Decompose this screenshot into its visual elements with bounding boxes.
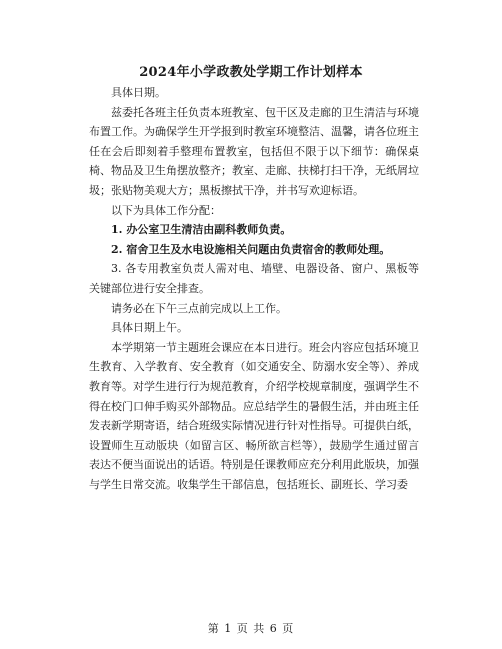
- list-item: 1. 办公室卫生清洁由副科教师负责。: [111, 223, 292, 237]
- paragraph: 本学期第一节主题班会课应在本日进行。班会内容应包括环境卫生教育、入学教育、安全教育（如交通安全、防溺水安全等）、养成教育等。对学生进行行为规范教育，介绍学校规章制度，强调学生不得在校门口伸手购买外部物品。应总结学生的暑假生活，并由班主任发表新学期寄语，结合班级实际情况进行针对性指导。可提供白纸，设置师生互动版块（如留言区、畅所欲言栏等），鼓励学生通过留言表达不便当面说出的话语。特别是任课教师应充分利用此版块，加强与学生日常交流。收集学生干部信息，包括班长、副班长、学习委: [89, 340, 419, 491]
- paragraph: 以下为具体工作分配：: [111, 203, 221, 217]
- paragraph: 兹委托各班主任负责本班教室、包干区及走廊的卫生清洁与环境布置工作。为确保学生开学报到时教室环境整洁、温馨，请各位班主任在会后即刻着手整理布置教室，包括但不限于以下细节：确保桌椅、物品及卫生角摆放整齐；教室、走廊、扶梯打扫干净，无纸屑垃圾；张贴物美观大方；黑板擦拭干净，并书写欢迎标语。: [89, 105, 419, 197]
- page-number: 第 1 页 共 6 页: [207, 622, 295, 635]
- document-body: [89, 83, 419, 494]
- list-item: 3. 各专用教室负责人需对电、墙壁、电器设备、窗户、黑板等关键部位进行安全排查。: [89, 262, 419, 295]
- list-item: 2. 宿舍卫生及水电设施相关问题由负责宿舍的教师处理。: [111, 242, 391, 256]
- paragraph: 请务必在下午三点前完成以上工作。: [111, 301, 287, 315]
- document-title: 2024年小学政教处学期工作计划样本: [139, 65, 363, 80]
- paragraph: 具体日期。: [111, 86, 166, 99]
- paragraph: 具体日期上午。: [111, 321, 188, 335]
